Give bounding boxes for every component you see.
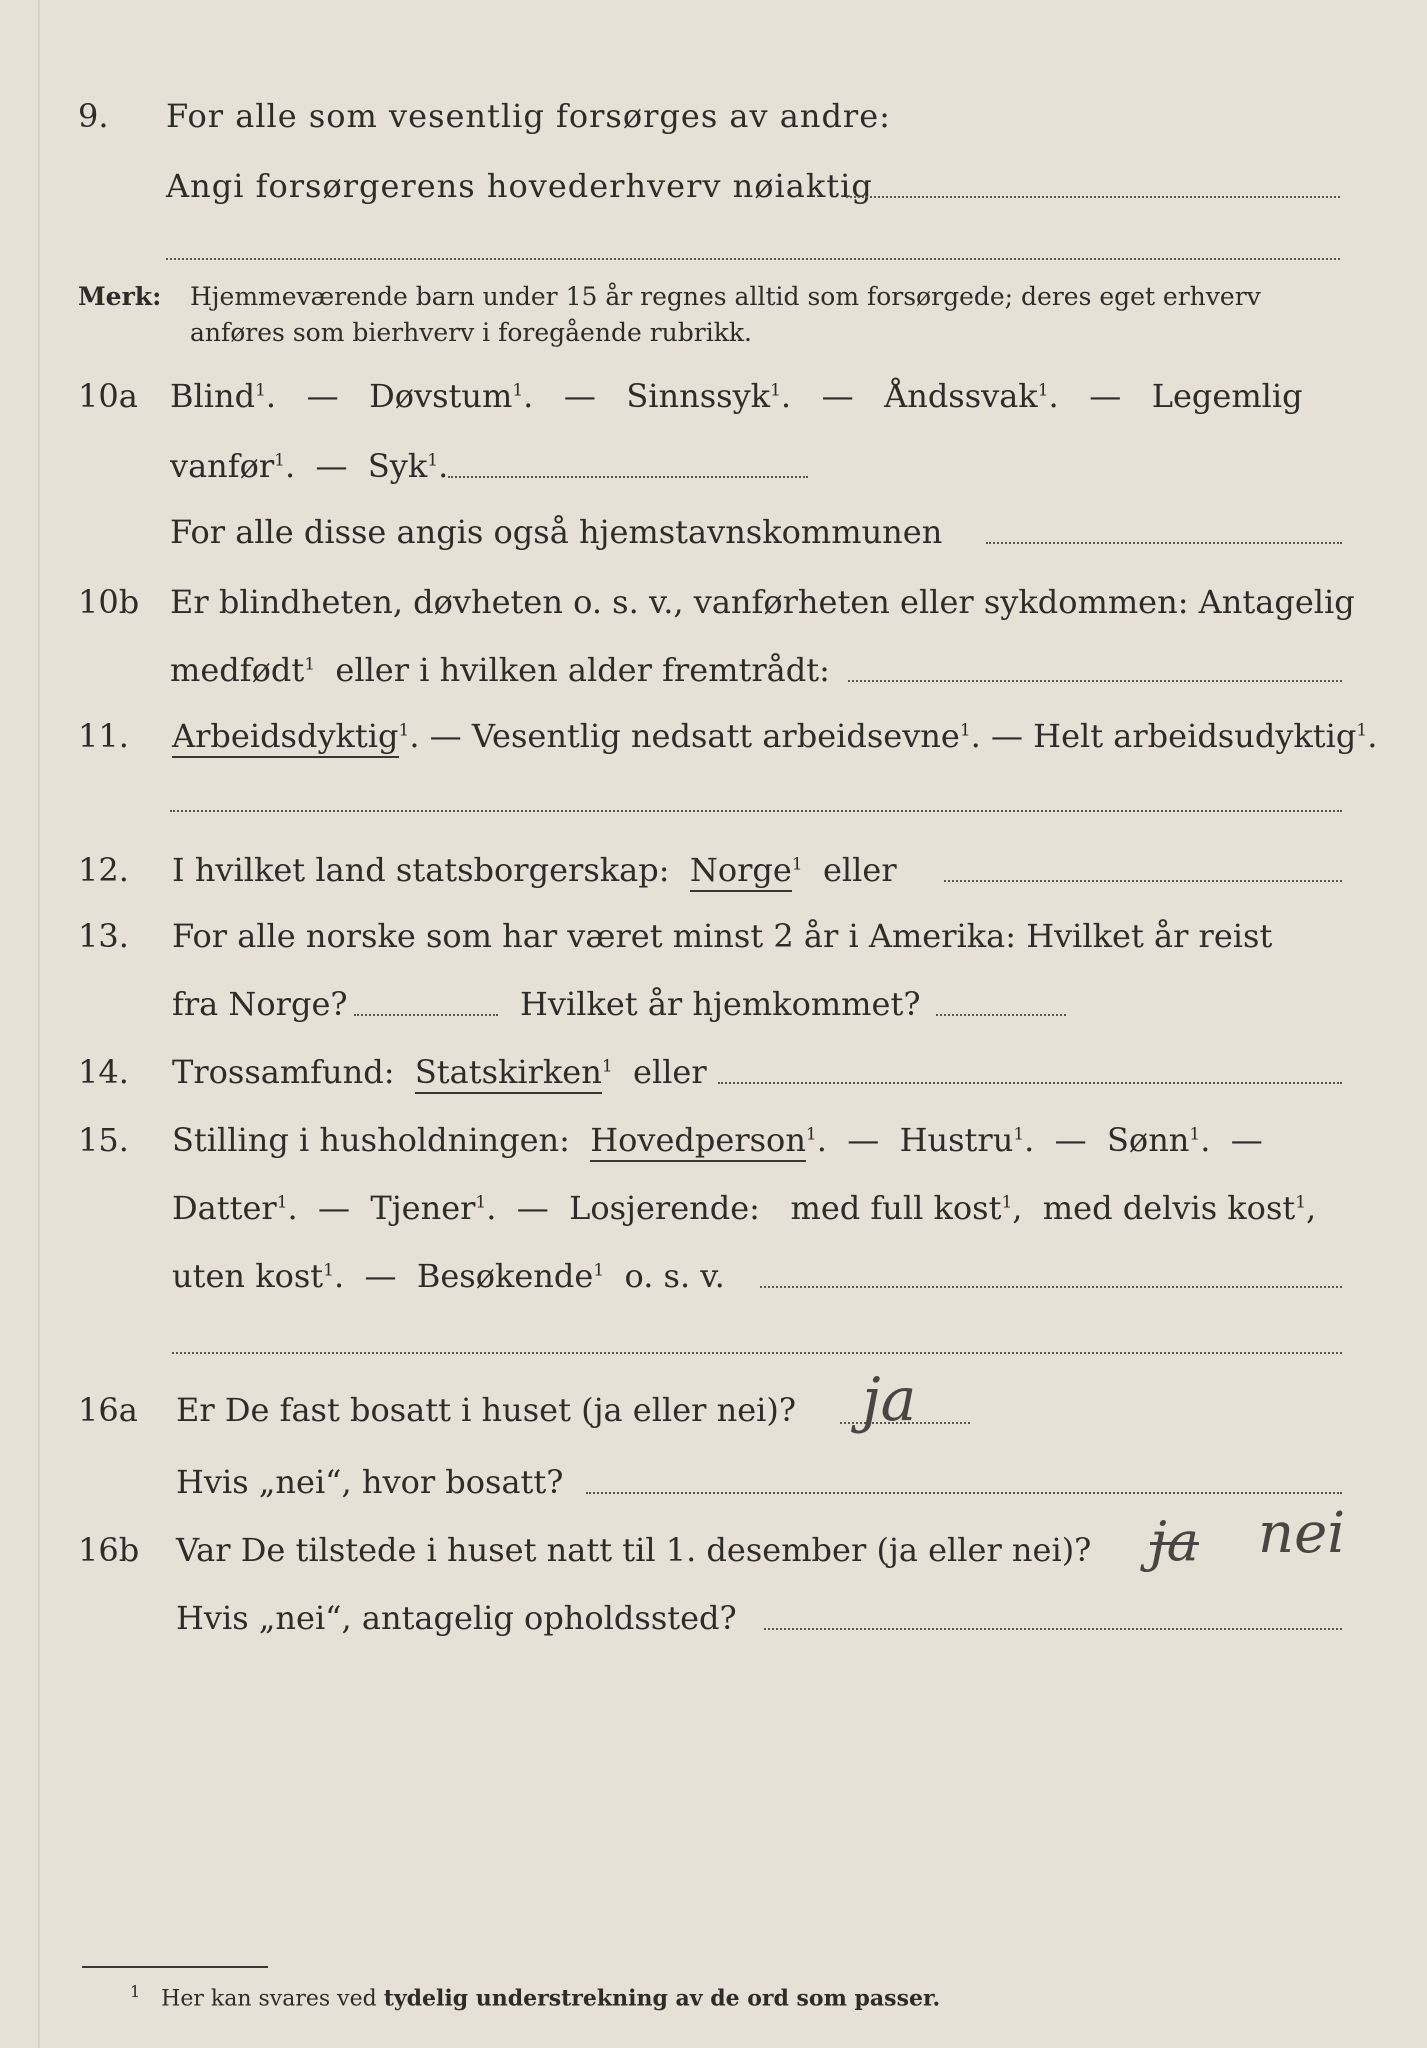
q16b-number: 16b [78, 1531, 140, 1569]
q9-text2: Angi forsørgerens hovederhverv nøiaktig [166, 167, 873, 205]
footnote-rule [82, 1966, 268, 1968]
option-sonn[interactable]: Sønn [1107, 1121, 1190, 1159]
option-statskirken-selected[interactable]: Statskirken [415, 1053, 602, 1094]
q12-line [0, 842, 1427, 898]
option-blind[interactable]: Blind [170, 377, 256, 415]
q9-text1: For alle som vesentlig forsørges av andre: [166, 97, 891, 135]
option-norge-selected[interactable]: Norge [690, 851, 792, 892]
q14-answer-line[interactable] [718, 1082, 1342, 1084]
q13-text2b: Hvilket år hjemkommet? [520, 985, 921, 1023]
q10b-text1: Er blindheten, døvheten o. s. v., vanførheten eller sykdommen: Antagelig [170, 583, 1355, 621]
q10a-line1 [0, 368, 1427, 424]
q15-text2: Datter$^1$. — Tjener$^1$. — Losjerende: med full kost$^1$, med delvis kost$^1$, [172, 1189, 1317, 1227]
q10a-number: 10a [78, 377, 138, 415]
q15-line3 [0, 1248, 1427, 1304]
merk-label: Merk: [78, 282, 162, 311]
q10a-hjemstavn-line[interactable] [986, 542, 1342, 544]
option-sinnssyk[interactable]: Sinnssyk [626, 377, 771, 415]
q16b-line1 [0, 1522, 1427, 1578]
q16a-text1: Er De fast bosatt i huset (ja eller nei)? [176, 1391, 797, 1429]
q10a-answer-line[interactable] [448, 476, 808, 478]
q13-text2a: fra Norge? [172, 985, 348, 1023]
option-full-kost[interactable]: med full kost [790, 1189, 1002, 1227]
q15-text1: Stilling i husholdningen: Hovedperson$^1$. — Hustru$^1$. — Sønn$^1$. — [172, 1112, 1263, 1168]
q15-answer-line[interactable] [760, 1286, 1342, 1288]
q13-reist-line[interactable] [354, 1014, 498, 1016]
q16b-handwritten-answer: nei [1258, 1501, 1346, 1566]
q16b-text2: Hvis „nei“, antagelig opholdssted? [176, 1599, 737, 1637]
q13-line2 [0, 976, 1427, 1032]
q10b-number: 10b [78, 583, 140, 621]
q11-answer-line[interactable] [170, 810, 1342, 812]
q16b-struck-answer: ja [1150, 1510, 1199, 1573]
option-besokende[interactable]: Besøkende [416, 1257, 594, 1295]
q12-number: 12. [78, 851, 129, 889]
q16a-handwritten-answer: ja [862, 1365, 917, 1435]
q10a-line3 [0, 504, 1427, 560]
q13-number: 13. [78, 917, 129, 955]
q15-line2 [0, 1180, 1427, 1236]
footnote [130, 1974, 940, 2017]
option-syk[interactable]: Syk [367, 447, 428, 485]
q11-options: Arbeidsdyktig$^1$. — Vesentlig nedsatt arbeidsevne$^1$. — Helt arbeidsudyktig$^1$. [172, 708, 1377, 764]
footnote-mark: 1 [130, 1982, 141, 2001]
q13-hjemkommet-line[interactable] [936, 1014, 1066, 1016]
option-hovedperson-selected[interactable]: Hovedperson [590, 1121, 806, 1162]
option-vanfor[interactable]: vanfør [170, 447, 275, 485]
q11-line [0, 708, 1427, 764]
footnote-text: Her kan svares ved [161, 1986, 377, 2012]
q11-number: 11. [78, 717, 129, 755]
q13-line1 [0, 908, 1427, 964]
q16b-text1: Var De tilstede i huset natt til 1. desember (ja eller nei)? [176, 1531, 1092, 1569]
q12-text: I hvilket land statsborgerskap: Norge$^1$ eller [172, 842, 897, 898]
q12-answer-line[interactable] [944, 880, 1342, 882]
q10a-text3: For alle disse angis også hjemstavnskommunen [170, 513, 943, 551]
q15-number: 15. [78, 1121, 129, 1159]
option-dovstum[interactable]: Døvstum [369, 377, 513, 415]
option-medfodt[interactable]: medfødt [170, 651, 305, 689]
q16a-line1 [0, 1382, 1427, 1438]
option-vesentlig-nedsatt[interactable]: . — Vesentlig nedsatt arbeidsevne [409, 717, 960, 755]
q9-line2 [0, 158, 1427, 214]
option-andssvak[interactable]: Åndssvak [884, 377, 1038, 415]
q9-answer-line-2[interactable] [166, 258, 1340, 260]
q15-text3: uten kost$^1$. — Besøkende$^1$ o. s. v. [172, 1257, 725, 1295]
q10b-answer-line[interactable] [848, 680, 1342, 682]
q16b-opholdssted-line[interactable] [764, 1628, 1342, 1630]
q9-number: 9. [78, 97, 109, 135]
option-tjener[interactable]: Tjener [370, 1189, 476, 1227]
q16a-line2 [0, 1454, 1427, 1510]
q9-line1 [0, 88, 1427, 144]
q15-answer-line-2[interactable] [172, 1352, 1342, 1354]
q16a-text2: Hvis „nei“, hvor bosatt? [176, 1463, 564, 1501]
q10a-line2 [0, 438, 1427, 494]
q14-number: 14. [78, 1053, 129, 1091]
q16a-bosatt-line[interactable] [586, 1492, 1342, 1494]
footnote-bold-text: tydelig understrekning av de ord som passer. [383, 1985, 941, 2012]
option-helt-arbeidsudyktig[interactable]: . — Helt arbeidsudyktig [970, 717, 1357, 755]
q14-line [0, 1044, 1427, 1100]
q16a-number: 16a [78, 1391, 138, 1429]
q10b-text2: medfødt$^1$ eller i hvilken alder fremtrådt: [170, 651, 830, 689]
merk-text2: anføres som bierhverv i foregående rubrikk. [190, 318, 752, 347]
q14-text: Trossamfund: Statskirken$^1$ eller [172, 1044, 707, 1100]
option-datter[interactable]: Datter [172, 1189, 277, 1227]
option-arbeidsdyktig-selected[interactable]: Arbeidsdyktig [172, 717, 399, 758]
q10b-line1 [0, 574, 1427, 630]
q9-answer-line[interactable] [846, 196, 1340, 198]
q10a-options2: vanfør$^1$. — Syk$^1$. [170, 447, 449, 485]
merk-text1: Hjemmeværende barn under 15 år regnes alltid som forsørgede; deres eget erhverv [190, 282, 1261, 311]
option-legemlig[interactable]: Legemlig [1151, 377, 1303, 415]
option-uten-kost[interactable]: uten kost [172, 1257, 324, 1295]
q16b-line2 [0, 1590, 1427, 1646]
option-delvis-kost[interactable]: med delvis kost [1042, 1189, 1296, 1227]
q10b-line2 [0, 642, 1427, 698]
option-hustru[interactable]: Hustru [899, 1121, 1014, 1159]
q15-line1 [0, 1112, 1427, 1168]
q13-text1: For alle norske som har været minst 2 år i Amerika: Hvilket år reist [172, 917, 1273, 955]
q10a-options: Blind$^1$. — Døvstum$^1$. — Sinnssyk$^1$. — Åndssvak$^1$. — Legemlig [170, 377, 1303, 415]
